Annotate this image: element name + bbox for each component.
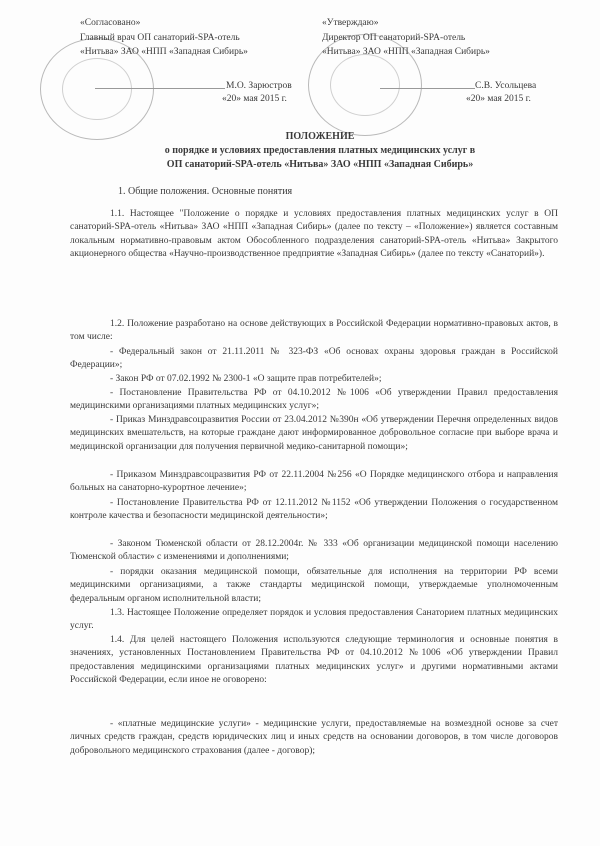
paragraph-1-3 (70, 607, 558, 634)
paragraph-text: - Закон РФ от 07.02.1992 № 2300-1 «О защите прав потребителей»; (110, 374, 382, 384)
right-seal-inner (330, 54, 400, 116)
left-signature-line (95, 88, 225, 89)
paragraph-1-2 (70, 318, 558, 345)
list-item-order-256 (70, 469, 558, 496)
document-title-line2: ОП санаторий-SPA-отель «Нитьва» ЗАО «НПП «Западная Сибирь» (166, 159, 474, 170)
document-title-line1: о порядке и условиях предоставления платных медицинских услуг в (164, 145, 476, 156)
paragraph-text: - Законом Тюменской области от 28.12.2004г. № 333 «Об организации медицинской помощи населению Тюменской области» с изменениями и дополнениями; (70, 539, 558, 563)
right-approval-line2: «Нитьва» ЗАО «НПП «Западная Сибирь» (322, 47, 490, 57)
paragraph-1-4 (70, 634, 558, 688)
paragraph-1-1 (70, 208, 558, 262)
paragraph-text: - Приказ Минздравсоцразвития России от 23.04.2012 №390н «Об утверждении Перечня определенных видов медицинских вмешательств, на которые граждане дают информированное добровольное согласие при выборе врача и медицинской организации для получения первичной медико-санитарной помощи»; (70, 415, 558, 452)
list-item-consumer-law (70, 373, 558, 386)
left-approval-date: «20» мая 2015 г. (222, 94, 287, 104)
paragraph-text: - «платные медицинские услуги» - медицинские услуги, предоставляемые на возмездной основе за счет личных средств граждан, средств юридических лиц и иных средств на основании договоров, в том числе договоров добровольного медицинского страхования (далее - договор); (70, 719, 558, 756)
right-approval-signer: С.В. Усольцева (475, 81, 537, 91)
paragraph-text: - Федеральный закон от 21.11.2011 № 323-ФЗ «Об основах охраны здоровья граждан в Российской Федерации»; (70, 347, 558, 371)
left-seal-inner (62, 58, 132, 120)
list-item-gov-resolution-1006 (70, 387, 558, 414)
paragraph-text: - Постановление Правительства РФ от 04.10.2012 №1006 «Об утверждении Правил предоставления медицинскими организациями платных медицинских услуг»; (70, 388, 558, 412)
left-approval-label: «Согласовано» (80, 18, 141, 28)
right-approval-line1: Директор ОП санаторий-SPA-отель (322, 33, 466, 43)
left-approval-signer: М.О. Зарюстров (226, 81, 292, 91)
paragraph-text: 1.2. Положение разработано на основе действующих в Российской Федерации нормативно-правовых актов, в том числе: (70, 319, 558, 343)
paragraph-text: 1.3. Настоящее Положение определяет порядок и условия предоставления Санаторием платных медицинских услуг. (70, 608, 558, 632)
list-item-gov-resolution-1152 (70, 497, 558, 524)
paragraph-text: - порядки оказания медицинской помощи, обязательные для исполнения на территории РФ всеми медицинскими организациями, а также стандарты медицинской помощи, утверждаемые уполномоченным федеральным органом исполнительной власти; (70, 567, 558, 604)
paragraph-text: 1.1. Настоящее "Положение о порядке и условиях предоставления платных медицинских услуг в ОП санаторий-SPA-отель «Нитьва» ЗАО «НПП «Западная Сибирь» (далее по тексту – «Положение») является составным локальным нормативно-правовым актом Обособленного подразделения санаторий-SPA-отель «Нитьва» Закрытого акционерного общества «Научно-производственное предприятие «Западная Сибирь» (далее по тексту «Санаторий»). (70, 209, 558, 260)
paragraph-text: 1.4. Для целей настоящего Положения используются следующие терминология и основные понятия в значениях, установленных Постановлением Правительства РФ от 04.10.2012 №1006 «Об утверждении Правил предоставления медицинскими организациями платных медицинских услуг» и другими нормативными актами Российской Федерации, если иное не оговорено: (70, 635, 558, 686)
right-approval-date: «20» мая 2015 г. (466, 94, 531, 104)
section-heading: 1. Общие положения. Основные понятия (118, 186, 293, 197)
definition-paid-services (70, 718, 558, 758)
list-item-federal-law (70, 346, 558, 373)
left-approval-line1: Главный врач ОП санаторий-SPA-отель (80, 33, 240, 43)
left-approval-line2: «Нитьва» ЗАО «НПП «Западная Сибирь» (80, 47, 248, 57)
paragraph-text: - Постановление Правительства РФ от 12.11.2012 №1152 «Об утверждении Положения о государственном контроле качества и безопасности медицинской деятельности»; (70, 498, 558, 522)
list-item-procedures (70, 566, 558, 606)
right-approval-label: «Утверждаю» (322, 18, 379, 28)
right-signature-line (380, 88, 475, 89)
list-item-order-390n (70, 414, 558, 454)
list-item-tyumen-law (70, 538, 558, 565)
document-heading: ПОЛОЖЕНИЕ (285, 131, 355, 142)
paragraph-text: - Приказом Минздравсоцразвития РФ от 22.11.2004 №256 «О Порядке медицинского отбора и направления больных на санаторно-курортное лечение»; (70, 470, 558, 494)
